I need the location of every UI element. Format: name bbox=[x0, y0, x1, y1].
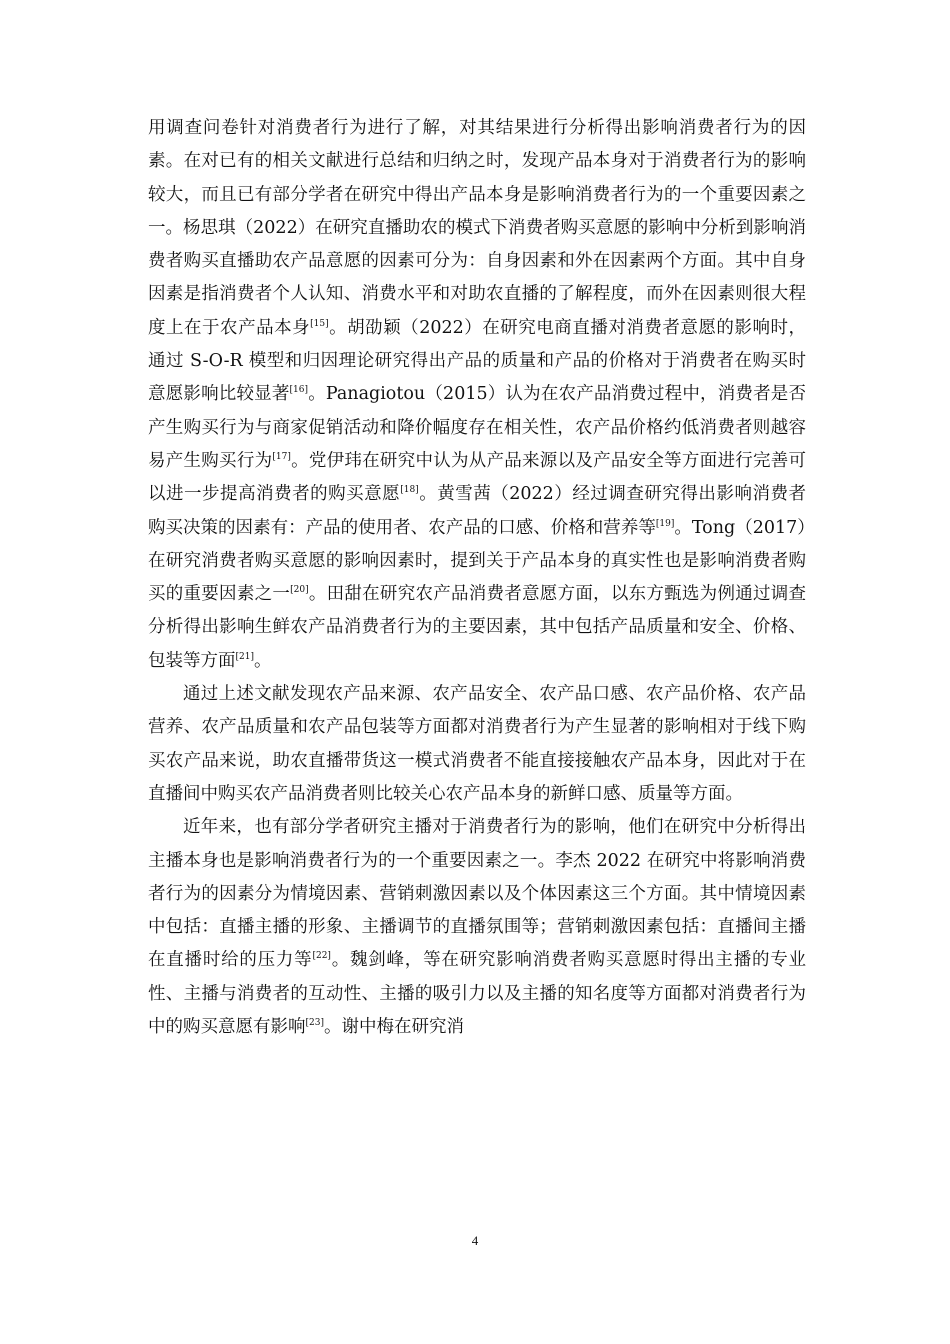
citation-reference: [22] bbox=[312, 951, 331, 962]
paragraph-text: 。魏剑峰，等在研究影响消费者购买意愿时得出主播的专业性、主播与消费者的互动性、主播的吸引力以及主播的知名度等方面都对消费者行为中的购买意愿有影响 bbox=[148, 950, 807, 1038]
paragraph-text: 。谢中梅在研究消 bbox=[323, 1017, 464, 1038]
page-number: 4 bbox=[471, 1233, 479, 1248]
paragraph-text: 。Tong（2017）在研究消费者购买意愿的影响因素时，提到关于产品本身的真实性也是影响消费者购买的重要因素之一 bbox=[148, 517, 807, 605]
citation-reference: [17] bbox=[272, 451, 291, 462]
paragraph-text: 。黄雪茜（2022）经过调查研究得出影响消费者购买决策的因素有：产品的使用者、农产品的口感、价格和营养等 bbox=[148, 484, 806, 538]
citation-reference: [23] bbox=[305, 1018, 324, 1029]
citation-reference: [20] bbox=[290, 585, 309, 596]
paragraph-text: 用调查问卷针对消费者行为进行了解，对其结果进行分析得出影响消费者行为的因素。在对已有的相关文献进行总结和归纳之时，发现产品本身对于消费者行为的影响较大，而且已有部分学者在研究中得出产品本身是影响消费者行为的一个重要因素之一。杨思琪（2022）在研究直播助农的模式下消费者购买意愿的影响中分析到影响消费者购买直播助农产品意愿的因素可分为：自身因素和外在因素两个方面。其中自身因素是指消费者个人认知、消费水平和对助农直播的了解程度，而外在因素则很大程度上在于农产品本身 bbox=[148, 118, 806, 338]
citation-reference: [18] bbox=[400, 485, 419, 496]
paragraph-text: 通过上述文献发现农产品来源、农产品安全、农产品口感、农产品价格、农产品营养、农产品质量和农产品包装等方面都对消费者行为产生显著的影响相对于线下购买农产品来说，助农直播带货这一模式消费者不能直接接触农产品本身，因此对于在直播间中购买农产品消费者则比较关心农产品本身的新鲜口感、质量等方面。 bbox=[148, 684, 806, 804]
citation-reference: [15] bbox=[310, 318, 329, 329]
paragraph-text: 。田甜在研究农产品消费者意愿方面，以东方甄选为例通过调查分析得出影响生鲜农产品消费者行为的主要因素，其中包括产品质量和安全、价格、包装等方面 bbox=[148, 584, 807, 671]
paragraph bbox=[148, 678, 806, 811]
paragraph-text: 。 bbox=[253, 650, 272, 671]
paragraph-text: 近年来，也有部分学者研究主播对于消费者行为的影响，他们在研究中分析得出主播本身也是影响消费者行为的一个重要因素之一。李杰 2022 在研究中将影响消费者行为的因素分为情境因素、营销刺激因素以及个体因素这三个方面。其中情境因素中包括：直播主播的形象、主播调节的直播氛围等；营销刺激因素包括：直播间主播在直播时给的压力等 bbox=[148, 817, 806, 971]
paragraph-text: 。胡劭颖（2022）在研究电商直播对消费者意愿的影响时，通过 S-O-R 模型和归因理论研究得出产品的质量和产品的价格对于消费者在购买时意愿影响比较显著 bbox=[148, 317, 806, 405]
citation-reference: [19] bbox=[655, 518, 675, 529]
body-text bbox=[148, 112, 806, 1044]
paragraph-text: 。Panagiotou（2015）认为在农产品消费过程中，消费者是否产生购买行为与商家促销活动和降价幅度存在相关性，农产品价格约低消费者则越容易产生购买行为 bbox=[148, 384, 806, 471]
paragraph bbox=[148, 811, 806, 1044]
paragraph bbox=[148, 112, 806, 678]
citation-reference: [21] bbox=[235, 651, 254, 662]
citation-reference: [16] bbox=[289, 385, 308, 396]
paragraph-text: 。党伊玮在研究中认为从产品来源以及产品安全等方面进行完善可以进一步提高消费者的购买意愿 bbox=[148, 450, 807, 505]
